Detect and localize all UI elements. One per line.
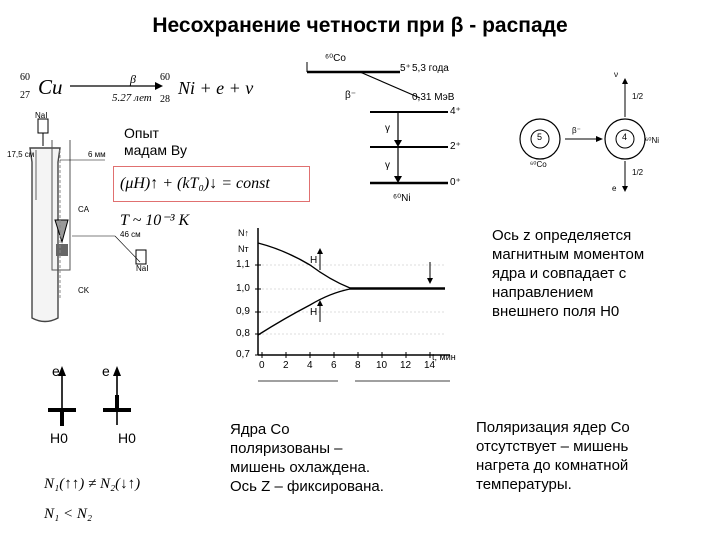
arrow-label-bottom: 5.27 лет [112, 92, 152, 104]
graph-ytick-2: 1,0 [236, 283, 250, 294]
parent-mass: 60 [20, 72, 30, 83]
emission-formula-2: N₁ < N₂ [44, 506, 93, 522]
spin-left-value: 5 [537, 132, 543, 142]
graph-xtick-6: 10 [376, 360, 388, 371]
spin-top-label: ν [614, 70, 618, 79]
graph-ytick-1: 1,1 [236, 259, 250, 270]
apparatus-mark-3: 6 мм [88, 150, 106, 159]
scheme-parent: ⁶⁰Co [325, 53, 346, 64]
energy-balance-formula: (μH)↑ + (kT₀)↓ = const [113, 166, 310, 202]
graph-y-label-top: N↑ [238, 228, 249, 238]
graph-x-label: t, мин [432, 352, 456, 362]
note-unpolarized-line-2: отсутствует – мишень [476, 438, 629, 455]
electron-label-1: e [52, 363, 60, 379]
apparatus-label-bottom: NaI [136, 264, 149, 273]
note-polarized [230, 420, 440, 496]
scheme-daughter: ⁶⁰Ni [393, 193, 411, 204]
scheme-gamma-2: γ [385, 160, 390, 171]
scheme-half-life: 5,3 года [412, 63, 449, 74]
graph-xtick-3: 4 [307, 360, 313, 371]
spin-beta-label: β⁻ [572, 126, 581, 135]
axis-note-line-4: направлением [492, 284, 594, 301]
experiment-label-line2: мадам Ву [124, 142, 188, 158]
experiment-label-line1: Опыт [124, 125, 159, 141]
note-unpolarized-line-3: нагрета до комнатной [476, 457, 629, 474]
spin-right-label: ⁶⁰Ni [645, 136, 660, 145]
page-title: Несохранение четности при β - распаде [152, 14, 568, 37]
parent-charge: 27 [20, 90, 30, 101]
scheme-beta: β⁻ [345, 90, 357, 101]
note-unpolarized-line-4: температуры. [476, 476, 572, 493]
field-label-2: H0 [118, 430, 136, 446]
axis-note-line-2: магнитным моментом [492, 246, 645, 263]
temperature-label: T ~ 10⁻³ K [120, 212, 190, 229]
scheme-level-2: 2⁺ [450, 141, 461, 152]
apparatus-label-top: NaI [35, 111, 48, 120]
apparatus-mark-2: 46 см [120, 230, 141, 239]
apparatus-mark-1: 17,5 см [7, 150, 35, 159]
graph-ytick-4: 0,8 [236, 328, 250, 339]
spin-bottom-label: e [612, 184, 617, 193]
note-polarized-line-3: мишень охлаждена. [230, 459, 371, 476]
axis-note-line-3: ядра и совпадает с [492, 265, 627, 282]
graph-xtick-4: 6 [331, 360, 337, 371]
daughter-charge: 28 [160, 94, 170, 105]
note-polarized-line-2: поляризованы – [230, 440, 343, 457]
axis-note-line-1: Ось z определяется [492, 227, 632, 244]
spin-left-label: ⁶⁰Co [530, 160, 547, 169]
graph-ytick-3: 0,9 [236, 306, 250, 317]
graph-field-label-down-curve: H [310, 255, 318, 266]
graph-y-label-bottom: Nт [238, 244, 249, 254]
emission-formula-1: N₁(↑↑) ≠ N₂(↓↑) [44, 476, 141, 492]
scheme-level-3: 0⁺ [450, 177, 461, 188]
spin-half-top: 1/2 [632, 92, 644, 101]
spin-half-bottom: 1/2 [632, 168, 644, 177]
apparatus-mark-4: CA [78, 205, 90, 214]
note-polarized-line-4: Ось Z – фиксирована. [230, 478, 384, 495]
graph-xtick-7: 12 [400, 360, 412, 371]
graph-ytick-5: 0,7 [236, 349, 250, 360]
graph-xtick-2: 2 [283, 360, 289, 371]
graph-field-label-up-curve: H [310, 307, 318, 318]
graph-xtick-8: 14 [424, 360, 436, 371]
scheme-spin-parent: 5⁺ [400, 63, 411, 74]
axis-note-line-5: внешнего поля Н0 [492, 303, 620, 320]
note-polarized-line-1: Ядра Со [230, 421, 290, 438]
electron-label-2: e [102, 363, 110, 379]
parent-nucleus: Cu [38, 75, 63, 99]
scheme-gamma-1: γ [385, 123, 390, 134]
scheme-energy: 0,31 МэВ [412, 92, 455, 103]
note-unpolarized-line-1: Поляризация ядер Со [476, 419, 630, 436]
field-label-1: H0 [50, 430, 68, 446]
graph-xtick-1: 0 [259, 360, 265, 371]
apparatus-mark-5: CK [78, 286, 90, 295]
daughter-products: Ni + e + ν [178, 78, 254, 98]
arrow-label-top: β [130, 72, 136, 86]
scheme-level-1: 4⁺ [450, 106, 461, 117]
graph-xtick-5: 8 [355, 360, 361, 371]
daughter-mass: 60 [160, 72, 170, 83]
spin-right-value: 4 [622, 132, 628, 142]
note-unpolarized [476, 418, 706, 494]
